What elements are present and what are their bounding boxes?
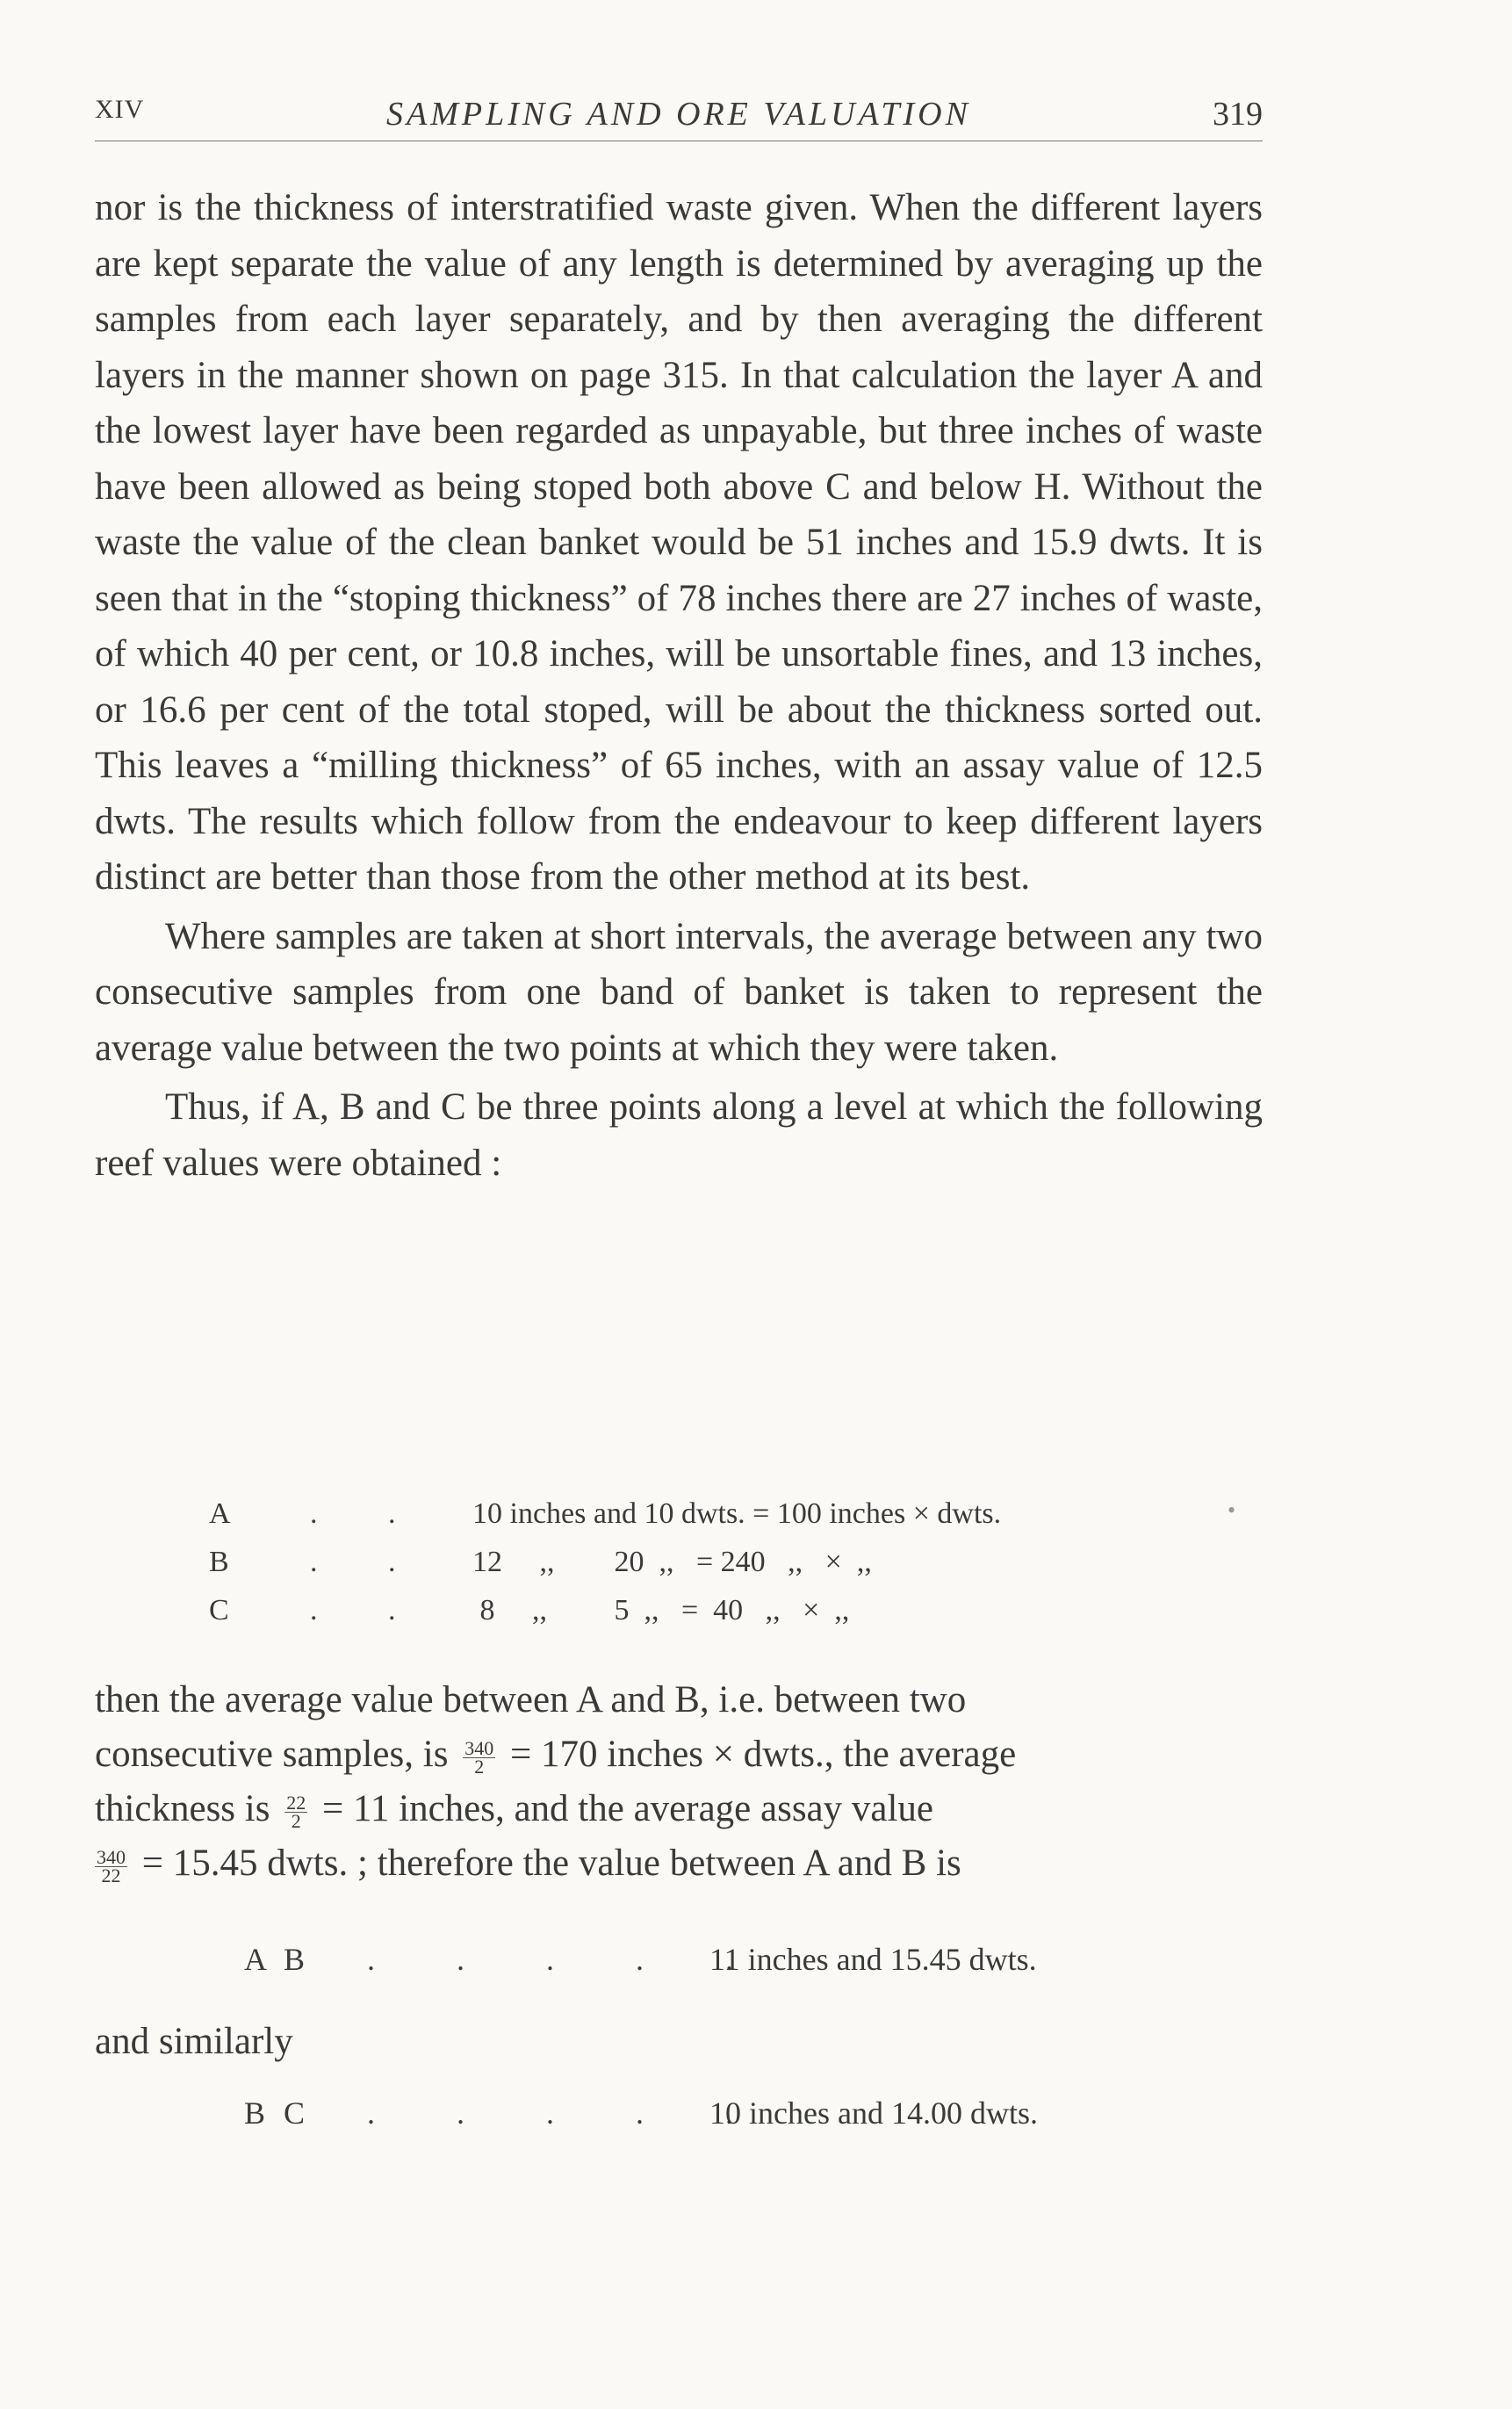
calc-text: = 11 inches, and the average assay value <box>321 1788 934 1829</box>
row-values: 8 ,, 5 ,, = 40 ,, × ,, <box>472 1594 850 1626</box>
calc-line-4 <box>95 1836 1263 1891</box>
result-row-bc <box>95 2095 1263 2139</box>
fraction-denominator: 22 <box>101 1864 121 1886</box>
calc-text: thickness is <box>95 1788 270 1829</box>
row-values: 10 inches and 10 dwts. = 100 inches × dwts. <box>472 1497 1002 1530</box>
body-text <box>95 180 1263 1191</box>
calc-text: = 15.45 dwts. ; therefore the value between A and B is <box>141 1843 961 1884</box>
leader-dots: . . <box>310 1594 428 1626</box>
paragraph-1: nor is the thickness of interstratified waste given. When the different layers are kept separate the value of any length is determined by averaging up the samples from each layer separately, and by then averaging the different layers in the manner shown on page 315. In that calculation the layer A and the lowest layer have been regarded as unpayable, but three inches of waste have been allowed as being stoped both above C and below H. Without the waste the value of the clean banket would be 51 inches and 15.9 dwts. It is seen that in the “stoping thickness” of 78 inches there are 27 inches of waste, of which 40 per cent, or 10.8 inches, will be unsortable fines, and 13 inches, or 16.6 per cent of the total stoped, will be about the thickness sorted out. This leaves a “milling thickness” of 65 inches, with an assay value of 12.5 dwts. The results which follow from the endeavour to keep different layers distinct are better than those from the other method at its best. <box>95 187 1263 898</box>
result-values: 11 inches and 15.45 dwts. <box>709 1942 1037 1977</box>
result-label: A B <box>244 1942 311 1977</box>
fraction-numerator: 340 <box>464 1737 494 1759</box>
calc-line-1: then the average value between A and B, i.e. between two <box>95 1679 967 1720</box>
fraction-340-over-22 <box>95 1846 127 1886</box>
table-row <box>95 1497 1263 1541</box>
paragraph-2: Where samples are taken at short intervals, the average between any two consecutive samples from one band of banket is taken to represent the average value between the two points at which they were taken. <box>95 915 1263 1069</box>
calc-line-3 <box>95 1782 1263 1836</box>
fraction-22-over-2 <box>284 1794 307 1830</box>
running-header <box>95 95 1263 144</box>
running-title: SAMPLING AND ORE VALUATION <box>386 96 971 133</box>
fraction-denominator: 2 <box>474 1756 485 1778</box>
calc-text: = 170 inches × dwts., the average <box>509 1734 1017 1775</box>
leader-dots: . . . . . <box>367 1942 770 1977</box>
chapter-numeral: XIV <box>95 95 145 124</box>
leader-dots: . . <box>310 1497 428 1530</box>
paragraph-3: Thus, if A, B and C be three points along a level at which the following reef values were obtained : <box>95 1086 1263 1184</box>
fraction-numerator: 340 <box>97 1846 126 1868</box>
stray-mark: • <box>1228 1497 1236 1523</box>
table-row <box>95 1546 1263 1590</box>
calc-line-2 <box>95 1727 1263 1782</box>
calc-text: consecutive samples, is <box>95 1734 449 1775</box>
result-label: B C <box>244 2095 311 2131</box>
fraction-numerator: 22 <box>286 1792 306 1814</box>
leader-dots: . . <box>310 1546 428 1578</box>
fraction-340-over-2 <box>463 1737 495 1778</box>
fraction-denominator: 2 <box>291 1810 301 1832</box>
row-label: A <box>209 1497 231 1530</box>
table-row <box>95 1594 1263 1638</box>
row-values: 12 ,, 20 ,, = 240 ,, × ,, <box>472 1546 872 1578</box>
leader-dots: . . . . . <box>367 2095 770 2131</box>
row-label: B <box>209 1546 229 1578</box>
page-number: 319 <box>1213 96 1263 133</box>
row-label: C <box>209 1594 229 1626</box>
calculation-paragraph <box>95 1673 1263 1891</box>
result-row-ab <box>95 1941 1263 1985</box>
and-similarly-text: and similarly <box>95 2021 293 2062</box>
result-values: 10 inches and 14.00 dwts. <box>709 2095 1038 2131</box>
